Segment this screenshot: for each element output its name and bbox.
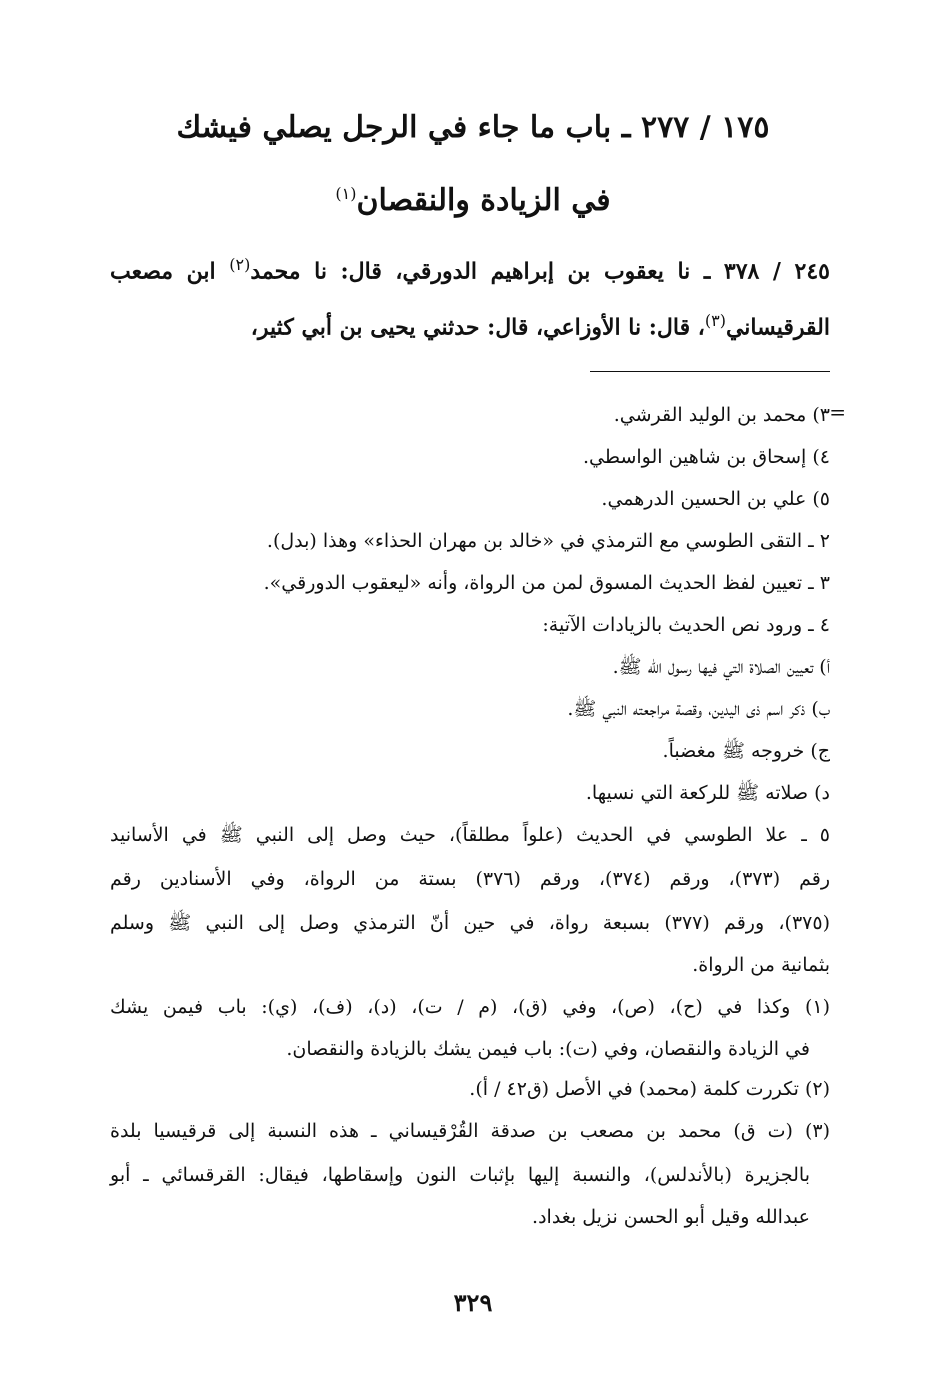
footnote-line: ٥) علي بن الحسين الدرهمي. bbox=[601, 488, 830, 510]
footnote-line: (٢) تكررت كلمة (محمد) في الأصل (ق٤٢ / أ). bbox=[469, 1078, 830, 1100]
footnote-separator bbox=[590, 371, 830, 372]
hadith-footnote-ref-2: (٢) bbox=[229, 255, 251, 274]
page-number: ٣٢٩ bbox=[453, 1288, 493, 1317]
footnote-line: د) صلاته ﷺ للركعة التي نسيها. bbox=[585, 782, 830, 804]
footnote-line: ٣ ـ تعيين لفظ الحديث المسوق لمن من الرواة، وأنه «ليعقوب الدورقي». bbox=[263, 572, 830, 594]
footnote-line: ٥ ـ علا الطوسي في الحديث (علواً مطلقاً)، حيث وصل إلى النبي ﷺ في الأسانيد bbox=[110, 824, 830, 846]
footnote-line: عبدالله وقيل أبو الحسن نزيل بغداد. bbox=[532, 1206, 810, 1228]
continuation-mark: = bbox=[829, 400, 846, 424]
footnote-line: (١) وكذا في (ح)، (ص)، وفي (ق)، (م / ت)، (د)، (ف)، (ي): باب فيمن يشك bbox=[110, 996, 830, 1018]
footnote-line: بثمانية من الرواة. bbox=[692, 954, 830, 976]
footnote-line: بالجزيرة (بالأندلس)، والنسبة إليها بإثبات النون وإسقاطها، فيقال: القرقسائي ـ أبو bbox=[110, 1164, 810, 1186]
footnote-line: في الزيادة والنقصان، وفي (ت): باب فيمن يشك بالزيادة والنقصان. bbox=[286, 1038, 810, 1060]
footnote-line: (٣٧٥)، ورقم (٣٧٧) بسبعة رواة، في حين أنّ الترمذي وصل إلى النبي ﷺ وسلم bbox=[110, 912, 830, 934]
footnote-line: ٣) محمد بن الوليد القرشي. bbox=[613, 404, 830, 426]
chapter-title-line1 bbox=[150, 108, 796, 148]
chapter-title-footnote-ref: (١) bbox=[335, 184, 357, 203]
footnote-line: ٤ ـ ورود نص الحديث بالزيادات الآتية: bbox=[542, 614, 830, 636]
footnote-line: ب) ذكر اسم ذى اليدين، وقصة مراجعته النبي ﷺ. bbox=[567, 698, 830, 720]
hadith-part1: ٢٤٥ / ٣٧٨ ـ نا يعقوب بن إبراهيم الدورقي، قال: نا محمد bbox=[250, 258, 830, 285]
hadith-part2: ابن مصعب القرقيساني bbox=[110, 258, 830, 341]
hadith-text bbox=[110, 240, 830, 353]
hadith-footnote-ref-3: (٣) bbox=[704, 311, 726, 331]
chapter-title-line1-text: ١٧٥ / ٢٧٧ ـ باب ما جاء في الرجل يصلي فيشك bbox=[176, 110, 770, 145]
footnote-line: (٣) (ت ق) محمد بن مصعب بن صدقة القُرْقيساني ـ هذه النسبة إلى قرقيسيا بلدة bbox=[110, 1120, 830, 1142]
footnote-line: ٢ ـ التقى الطوسي مع الترمذي في «خالد بن مهران الحذاء» وهذا (بدل). bbox=[266, 530, 830, 552]
footnote-line: أ) تعيين الصلاة التي فيها رسول الله ﷺ. bbox=[612, 656, 830, 678]
hadith-part3: ، قال: نا الأوزاعي، قال: حدثني يحيى بن أبي كثير، bbox=[250, 314, 705, 341]
footnote-line: رقم (٣٧٣)، ورقم (٣٧٤)، ورقم (٣٧٦) بستة من الرواة، وفي الأسنادين رقم bbox=[110, 868, 831, 890]
chapter-title-line2-text: في الزيادة والنقصان bbox=[356, 183, 611, 218]
footnote-line: ج) خروجه ﷺ مغضباً. bbox=[662, 740, 830, 762]
footnote-line: ٤) إسحاق بن شاهين الواسطي. bbox=[582, 446, 830, 468]
chapter-title-line2 bbox=[150, 174, 796, 221]
